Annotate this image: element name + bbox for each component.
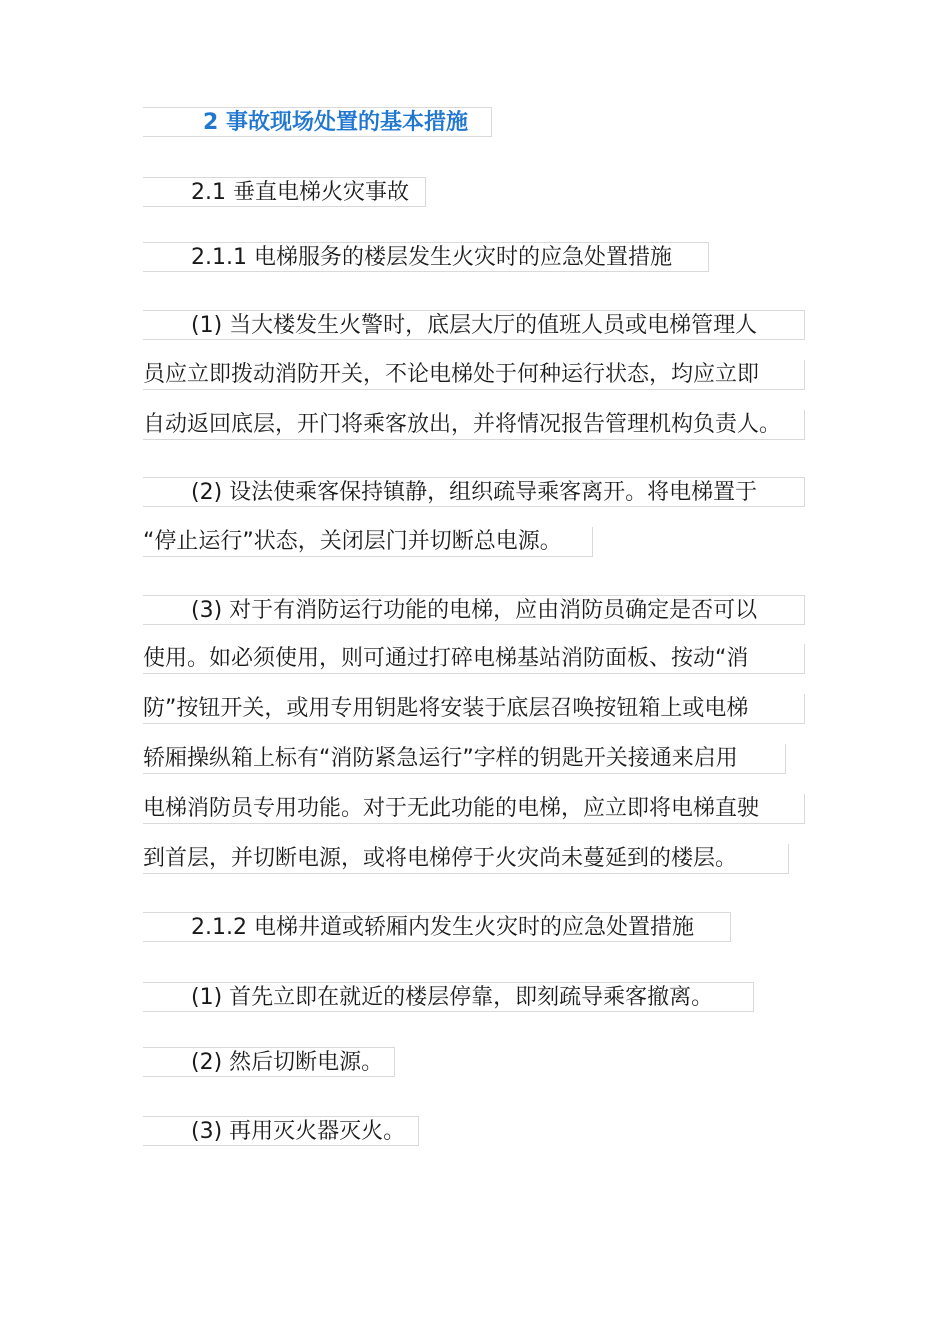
section-heading-2-1 xyxy=(143,177,426,207)
para3-line1: (3) 对于有消防运行功能的电梯，应由消防员确定是否可以 xyxy=(191,598,758,623)
section-2-1-text: 2.1 垂直电梯火灾事故 xyxy=(191,180,409,205)
section-heading-2 xyxy=(143,107,492,137)
paragraph-1-line-3 xyxy=(143,410,805,440)
para3-line5: 电梯消防员专用功能。对于无此功能的电梯，应立即将电梯直驶 xyxy=(143,796,760,821)
item-3-text: (3) 再用灭火器灭火。 xyxy=(191,1119,406,1144)
para2-line2: “停止运行”状态，关闭层门并切断总电源。 xyxy=(143,529,562,554)
item-2-1-2-3 xyxy=(143,1116,419,1146)
paragraph-2-line-1 xyxy=(143,477,805,507)
item-2-1-2-2 xyxy=(143,1047,395,1077)
paragraph-3-line-1 xyxy=(143,595,805,625)
section-2-1-1-text: 2.1.1 电梯服务的楼层发生火灾时的应急处置措施 xyxy=(191,245,672,270)
para3-line4: 轿厢操纵箱上标有“消防紧急运行”字样的钥匙开关接通来启用 xyxy=(143,746,738,771)
paragraph-3-line-2 xyxy=(143,644,805,674)
para1-line2: 员应立即拨动消防开关，不论电梯处于何种运行状态，均应立即 xyxy=(143,362,760,387)
item-2-text: (2) 然后切断电源。 xyxy=(191,1050,384,1075)
heading-text: 2 事故现场处置的基本措施 xyxy=(203,110,468,135)
paragraph-1-line-2 xyxy=(143,360,805,390)
para2-line1: (2) 设法使乘客保持镇静，组织疏导乘客离开。将电梯置于 xyxy=(191,480,758,505)
section-heading-2-1-2 xyxy=(143,912,731,942)
item-2-1-2-1 xyxy=(143,982,754,1012)
item-1-text: (1) 首先立即在就近的楼层停靠，即刻疏导乘客撤离。 xyxy=(191,985,714,1010)
paragraph-3-line-6 xyxy=(143,844,789,874)
section-2-1-2-text: 2.1.2 电梯井道或轿厢内发生火灾时的应急处置措施 xyxy=(191,915,694,940)
paragraph-1-line-1 xyxy=(143,310,805,340)
para1-line3: 自动返回底层，开门将乘客放出，并将情况报告管理机构负责人。 xyxy=(143,412,782,437)
para3-line6: 到首层，并切断电源，或将电梯停于火灾尚未蔓延到的楼层。 xyxy=(143,846,738,871)
section-heading-2-1-1 xyxy=(143,242,709,272)
para3-line3: 防”按钮开关，或用专用钥匙将安装于底层召唤按钮箱上或电梯 xyxy=(143,696,749,721)
para3-line2: 使用。如必须使用，则可通过打碎电梯基站消防面板、按动“消 xyxy=(143,646,749,671)
paragraph-2-line-2 xyxy=(143,527,593,557)
para1-line1: (1) 当大楼发生火警时，底层大厅的值班人员或电梯管理人 xyxy=(191,313,758,338)
paragraph-3-line-5 xyxy=(143,794,805,824)
paragraph-3-line-3 xyxy=(143,694,805,724)
paragraph-3-line-4 xyxy=(143,744,786,774)
